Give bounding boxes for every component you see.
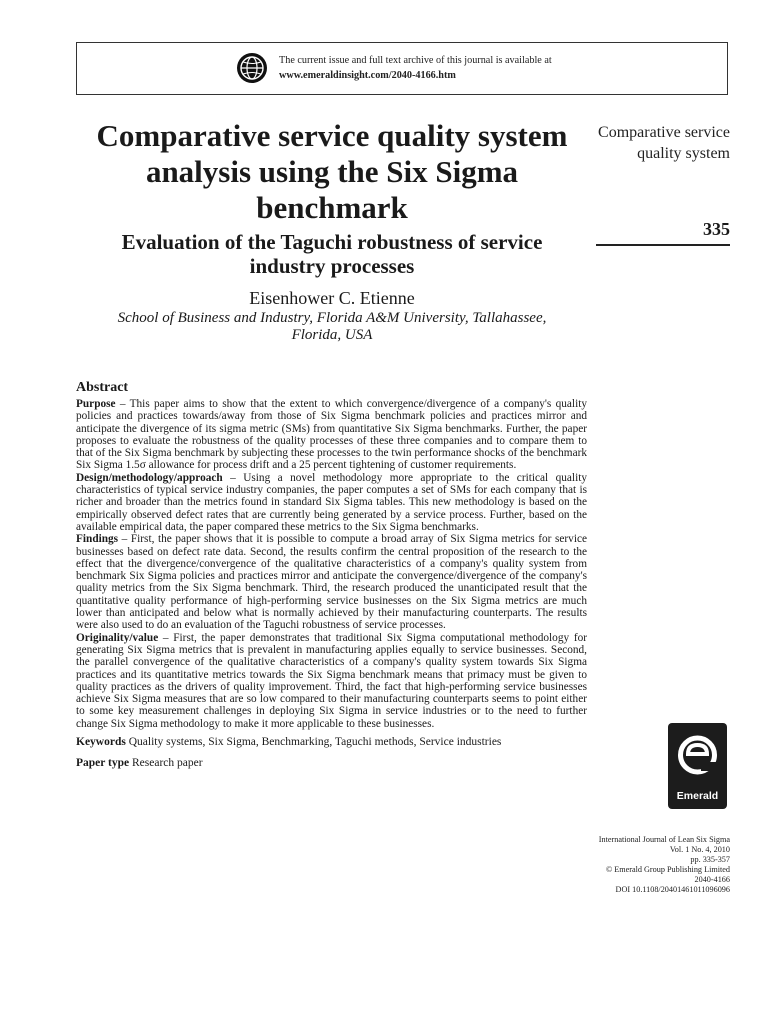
journal-name: International Journal of Lean Six Sigma [598, 835, 730, 844]
journal-availability-banner [76, 42, 728, 95]
purpose-text: – This paper aims to show that the extent to which convergence/divergence of a company's quality policies and practices towards/away from those of Six Sigma benchmark policies and practices mirror and anticipate the divergence of its sigma metric (SMs) from quantitative Six Sigma benchmarks. Further, the paper proposes to evaluate the robustness of the quality processes of these three companies and to compare them to that of the Six Sigma benchmark by subjecting these processes to the twin performance shocks of the benchmark Six Sigma 1.5σ allowance for process drift and a 25 percent tightening of customer requirements. [76, 398, 587, 472]
findings-label: Findings [76, 533, 119, 546]
emerald-wordmark: Emerald [676, 790, 719, 802]
journal-doi[interactable]: DOI 10.1108/20401461011096096 [615, 885, 730, 894]
author-name: Eisenhower C. Etienne [249, 288, 415, 308]
keywords-label: Keywords [76, 736, 126, 749]
abstract-purpose [76, 398, 587, 472]
abstract-section [76, 380, 587, 770]
paper-subtitle: Evaluation of the Taguchi robustness of service industry processes [121, 230, 543, 278]
originality-label: Originality/value [76, 631, 159, 644]
journal-issn: 2040-4166 [694, 875, 730, 884]
running-head: Comparative service quality system [598, 124, 730, 162]
globe-icon [236, 52, 268, 84]
emerald-logo [668, 723, 727, 809]
findings-text: – First, the paper shows that it is possible to compute a broad array of Six Sigma metrics for service businesses based on defect rate data. Second, the results confirm the central proposition of the research to the effect that the divergence/convergence of the qualitative characteristics of a company's quality system from benchmark Six Sigma policies and practices mirror and anticipate the convergence/divergence of the company's quality metrics from the Six Sigma benchmark. Third, the research produced the unanticipated result that the quantitative quality performance of high-performing service businesses on the Six Sigma metrics are much lower than anticipated and below what is normally achieved by their manufacturing counterparts. The results were also used to do an evaluation of the Taguchi robustness of service processes. [76, 533, 587, 632]
paper-type-label: Paper type [76, 757, 130, 770]
emerald-e-icon [675, 732, 720, 782]
originality-text: – First, the paper demonstrates that traditional Six Sigma computational methodology for generating Six Sigma metrics that is prevalent in manufacturing applies equally to service businesses. Second, the parallel convergence of the qualitative characteristics of a company's quality system towards Six Sigma practices and its quantitative metrics towards the Six Sigma benchmark means that primacy must be given to quality practices as the drivers of quality improvement. Third, the fact that high-performing service businesses achieve Six Sigma measures that are so low compared to their manufacturing counterparts seems to point either to some key measurement challenges in deploying Six Sigma in service industries or to the need to further change Six Sigma methodology to make it more applicable to these businesses. [76, 631, 587, 730]
keywords-line [76, 736, 587, 749]
journal-pages: pp. 335-357 [690, 855, 730, 864]
journal-copyright: © Emerald Group Publishing Limited [605, 865, 730, 874]
journal-volume: Vol. 1 No. 4, 2010 [669, 845, 730, 854]
banner-text [279, 53, 552, 83]
abstract-heading: Abstract [76, 380, 129, 395]
margin-rule [596, 244, 730, 246]
abstract-originality [76, 632, 587, 730]
paper-title: Comparative service quality system analysis using the Six Sigma benchmark [96, 118, 568, 225]
banner-availability-text: The current issue and full text archive of this journal is available at [279, 55, 552, 66]
abstract-findings [76, 533, 587, 631]
paper-type-text: Research paper [129, 757, 203, 770]
keywords-text: Quality systems, Six Sigma, Benchmarking, Taguchi methods, Service industries [125, 736, 502, 749]
design-label: Design/methodology/approach [76, 471, 223, 484]
purpose-label: Purpose [76, 398, 116, 410]
author-affiliation: School of Business and Industry, Florida A&M University, Tallahassee, Florida, USA [117, 310, 547, 343]
page-number: 335 [703, 219, 730, 239]
journal-info [596, 835, 730, 895]
design-text: – Using a novel methodology more appropriate to the critical quality characteristics of typical service industry companies, the paper computes a set of SMs for each company that is richer and broader than the metrics found in standard Six Sigma tables. This new methodology is based on the empirically observed defect rates that are currently being generated by a service process. Further, based on the available empirical data, the paper compared these metrics to the Six Sigma benchmarks. [76, 471, 587, 533]
banner-url-link[interactable]: www.emeraldinsight.com/2040-4166.htm [279, 70, 456, 81]
paper-type-line [76, 757, 587, 770]
abstract-design [76, 472, 587, 533]
